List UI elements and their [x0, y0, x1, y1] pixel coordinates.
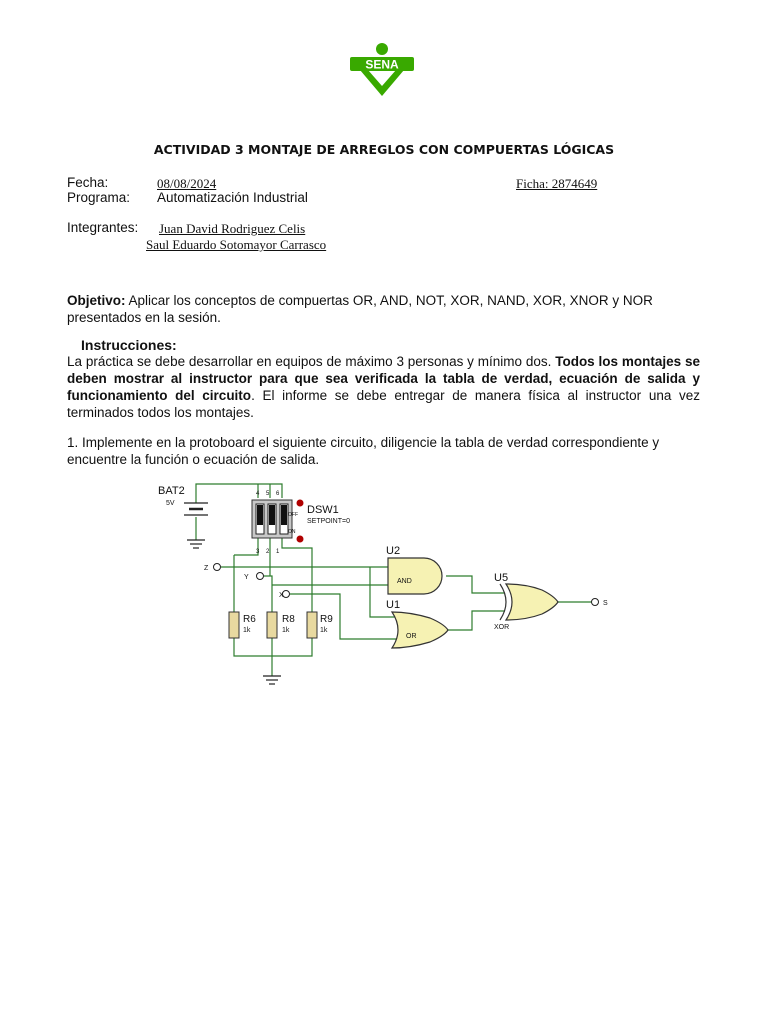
switch-label: DSW1	[307, 504, 339, 516]
sena-logo-text: SENA	[365, 57, 399, 72]
gate-or-u1	[392, 612, 448, 648]
switch-pin-marker-top	[297, 500, 304, 507]
ficha-value: Ficha: 2874649	[516, 176, 598, 191]
programa-value: Automatización Industrial	[157, 190, 308, 205]
gate-and-ref: U2	[386, 545, 401, 557]
switch-pin-top-2: 5	[266, 491, 270, 497]
battery-label: BAT2	[158, 485, 185, 497]
gate-xor-ref: U5	[494, 572, 509, 584]
sena-logo	[346, 40, 418, 104]
switch-side-on: ON	[288, 529, 296, 535]
instrucciones-text-2: . El informe se debe entregar de manera física al instructor una vez terminados todos los montajes.	[67, 388, 700, 420]
gate-xor-u5	[500, 584, 558, 620]
terminal-output	[592, 599, 599, 606]
battery-symbol	[184, 503, 208, 515]
resistor-r8-value: 1k	[282, 627, 290, 634]
switch-pin-top-1: 4	[256, 491, 260, 497]
gate-and-u2	[388, 558, 442, 594]
battery-value: 5V	[166, 500, 175, 507]
punto-1-paragraph: 1. Implemente en la protoboard el siguiente circuito, diligencie la tabla de verdad correspondiente y encuentre la función o ecuación de salida.	[67, 435, 660, 467]
circuit-diagram	[150, 476, 620, 692]
resistor-r8	[267, 612, 277, 638]
resistor-r6	[229, 612, 239, 638]
objetivo-paragraph	[67, 292, 700, 326]
input-label-x: X	[279, 592, 284, 599]
document-title: ACTIVIDAD 3 MONTAJE DE ARREGLOS CON COMPUERTAS LÓGICAS	[153, 142, 615, 157]
programa-label: Programa:	[67, 190, 131, 205]
instrucciones-heading: Instrucciones:	[81, 337, 177, 353]
sena-logo-graphic	[346, 40, 418, 104]
switch-pin-marker-bottom	[297, 536, 304, 543]
resistor-r6-value: 1k	[243, 627, 251, 634]
instrucciones-text-bold: Todos los montajes se deben mostrar al instructor para que sea verificada la tabla de verdad, ecuación de salida y funcionamiento del circuito	[67, 354, 700, 403]
resistor-r9-name: R9	[320, 614, 333, 625]
output-label: S	[603, 600, 608, 607]
instrucciones-text-1: La práctica se debe desarrollar en equipos de máximo 3 personas y mínimo dos.	[67, 354, 556, 369]
objetivo-label: Objetivo:	[67, 293, 126, 308]
gate-xor-type: XOR	[494, 624, 510, 631]
input-label-y: Y	[244, 574, 249, 581]
gate-or-type: OR	[406, 633, 417, 640]
integrante-2: Saul Eduardo Sotomayor Carrasco	[146, 237, 327, 252]
resistor-r9-value: 1k	[320, 627, 328, 634]
input-label-z: Z	[204, 565, 209, 572]
integrante-1: Juan David Rodriguez Celis	[159, 221, 306, 236]
terminal-y	[257, 573, 264, 580]
gate-and-type: AND	[397, 578, 412, 585]
switch-pin-bottom-1: 3	[256, 549, 260, 555]
switch-pin-bottom-3: 1	[276, 549, 280, 555]
fecha-value: 08/08/2024	[157, 176, 217, 191]
resistor-r8-name: R8	[282, 614, 295, 625]
resistor-r9	[307, 612, 317, 638]
ground-symbol-battery	[187, 540, 205, 548]
ground-symbol-resistors	[263, 676, 281, 684]
integrantes-label: Integrantes:	[67, 220, 139, 235]
resistor-r6-name: R6	[243, 614, 256, 625]
switch-side-off: OFF	[288, 512, 298, 518]
switch-setpoint: SETPOINT=0	[307, 518, 350, 525]
instrucciones-paragraph	[67, 353, 700, 421]
terminal-z	[214, 564, 221, 571]
fecha-label: Fecha:	[67, 175, 109, 190]
switch-pin-top-3: 6	[276, 491, 280, 497]
gate-or-ref: U1	[386, 599, 401, 611]
objetivo-text: Aplicar los conceptos de compuertas OR, AND, NOT, XOR, NAND, XOR, XNOR y NOR presentados en la sesión.	[67, 293, 653, 325]
dip-switch	[252, 500, 292, 538]
switch-pin-bottom-2: 2	[266, 549, 270, 555]
